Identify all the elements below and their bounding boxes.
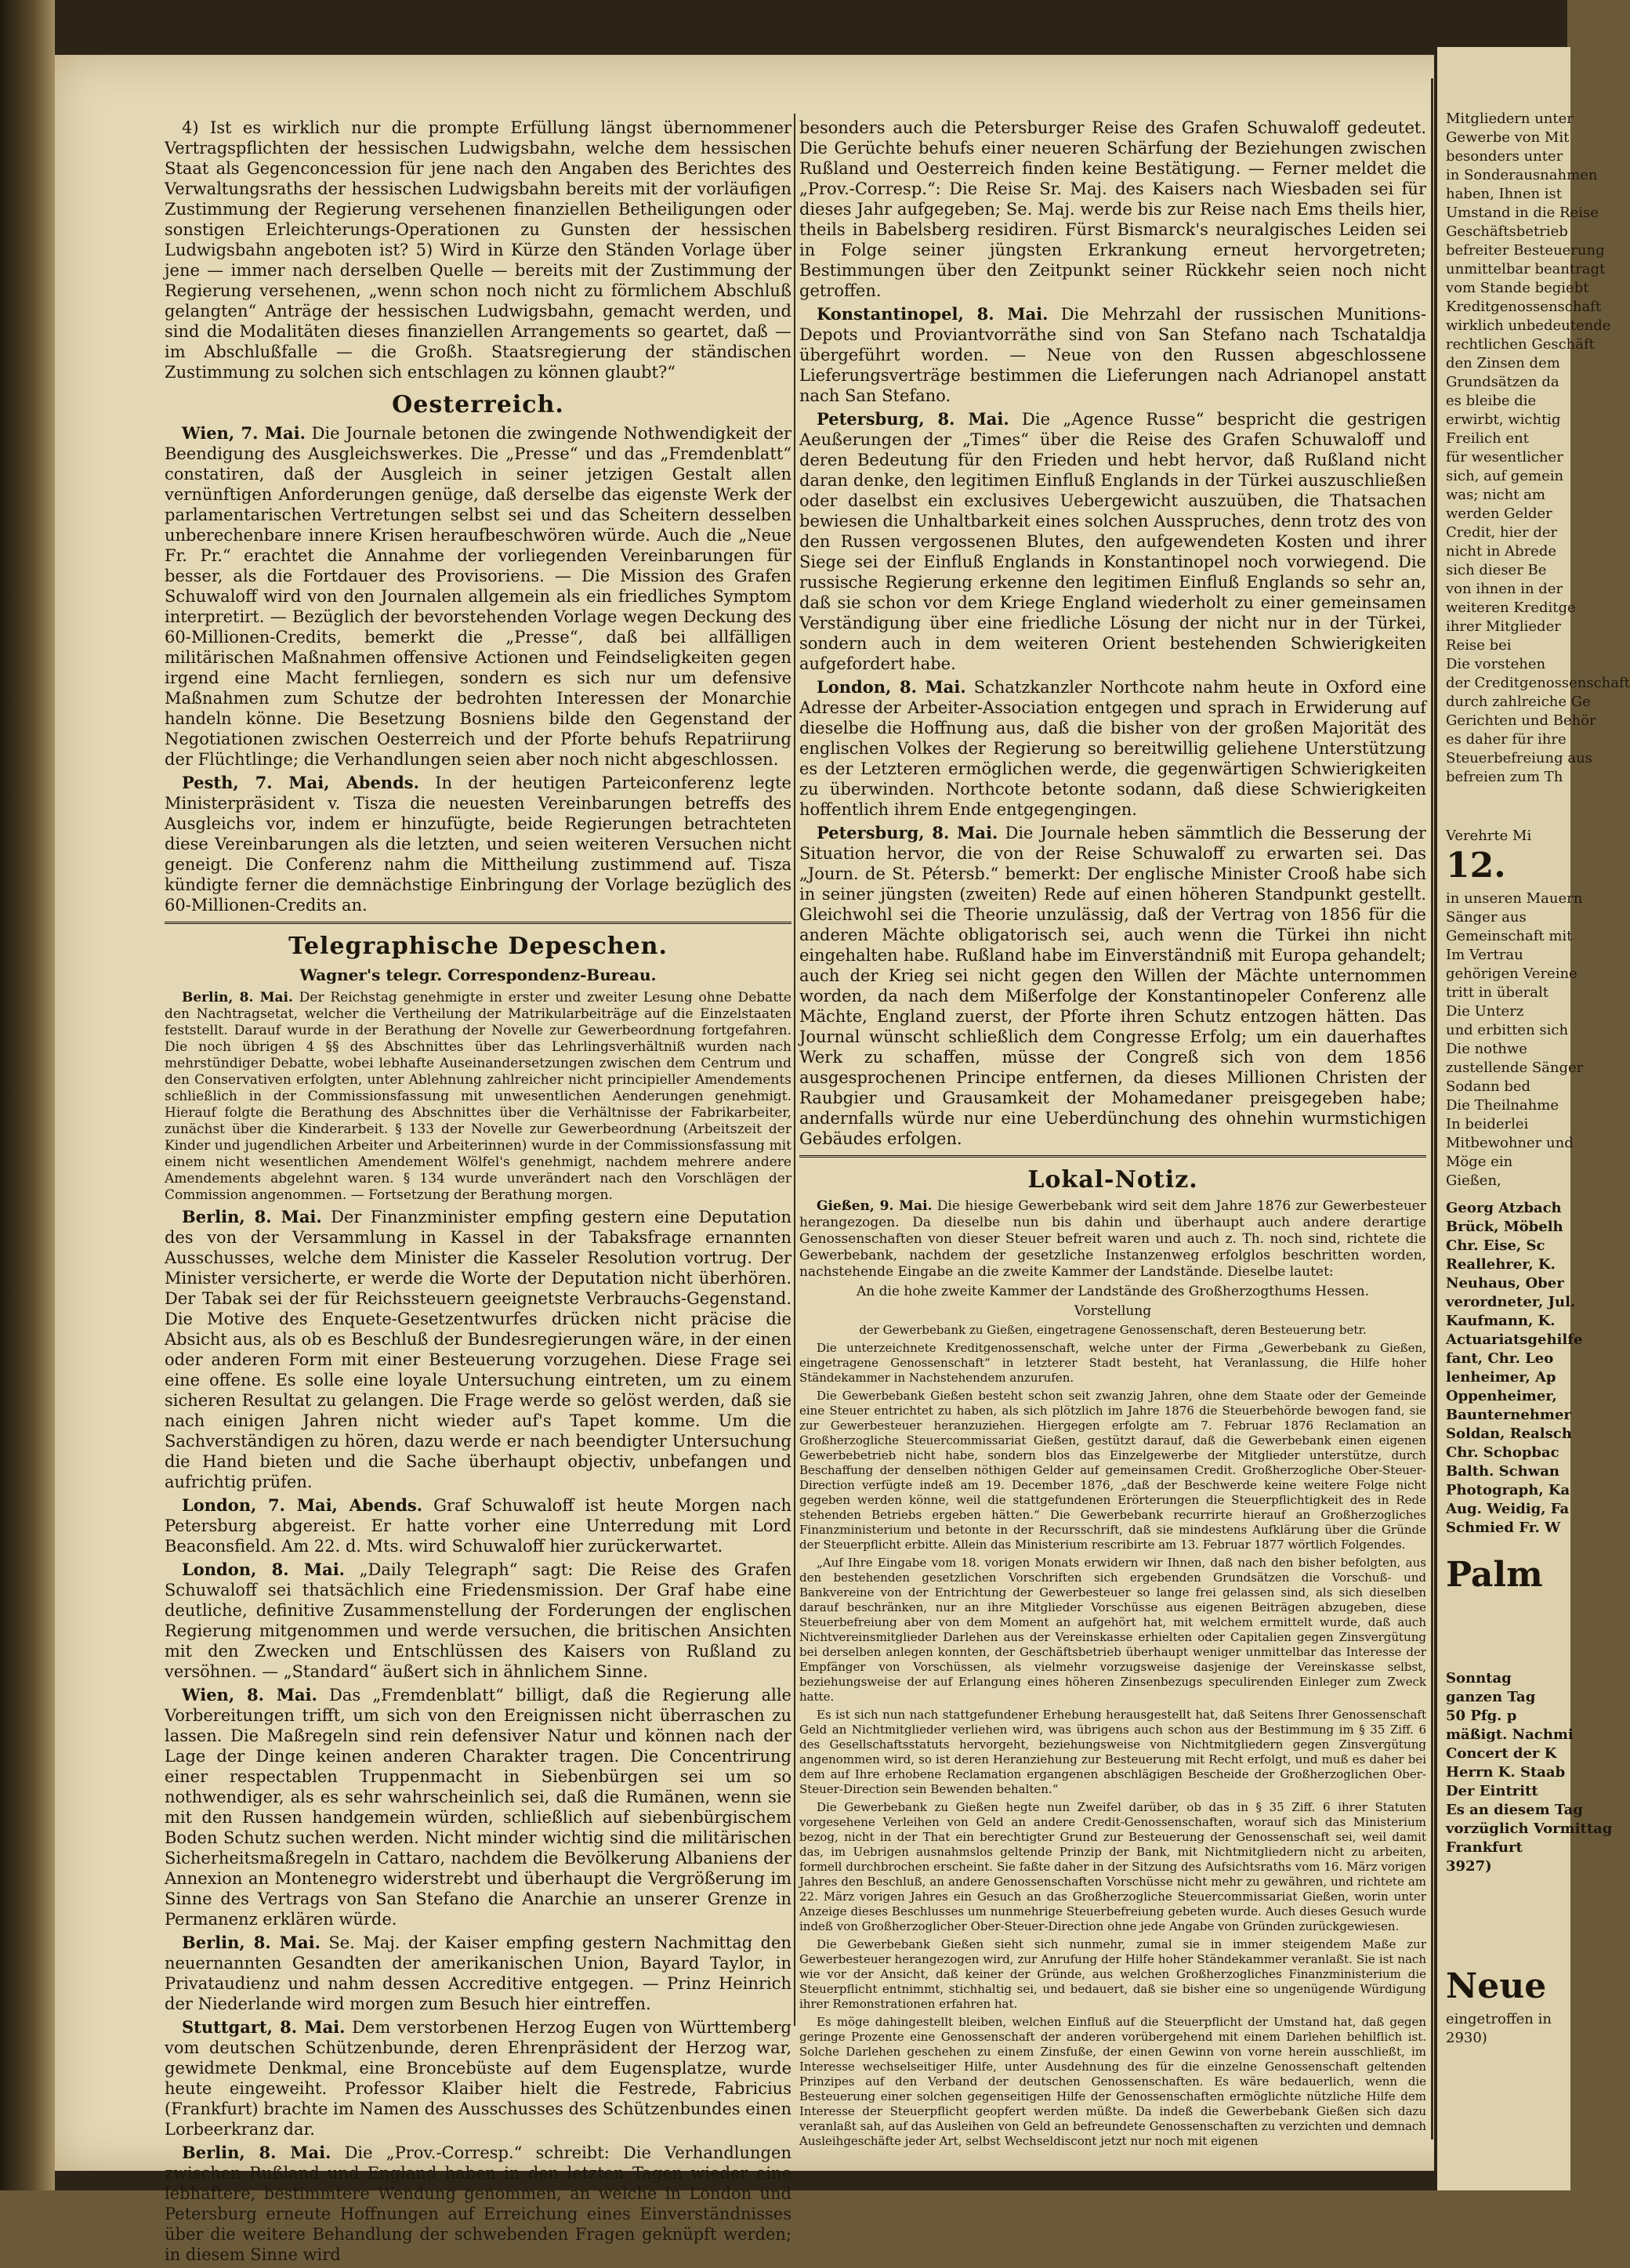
- edge-line: Concert der K: [1446, 1745, 1557, 1762]
- edge-line: verordneter, Jul.: [1446, 1294, 1576, 1310]
- book-binding: [0, 0, 55, 2190]
- dateline: London, 8. Mai.: [817, 677, 966, 697]
- edge-line: unmittelbar beantragt: [1446, 261, 1606, 277]
- edge-line: in unseren Mauern: [1446, 890, 1583, 907]
- article-text: Der Reichstag genehmigte in erster und zweiter Lesung ohne Debatte den Nachtragsetat, welcher die Vertheilung der Matrikularbeiträge auf die Einzelstaaten feststellt. Darauf wurde in der Berathung der Novelle zur Gewerbeordnung fortgefahren. Die noch übrigen 4 §§ des Abschnittes über das Lehrlingsverhältniß wurden nach mehrstündiger Debatte, wobei lebhafte Auseinandersetzungen zwischen dem Centrum und den Conservativen erfolgten, unter Ablehnung zahlreicher nicht principieller Amendements schließlich in der Commissionsfassung mit unwesentlichen Aenderungen genehmigt. Hierauf folgte die Berathung des Abschnittes über die Verhältnisse der Fabrikarbeiter, zunächst über die Kinderarbeit. § 133 der Novelle zur Gewerbeordnung (Arbeitszeit der Kinder und jugendlichen Arbeiter und Arbeiterinnen) wurde in der Commissionsfassung mit einem nicht wesentlichen Amendement Wölfel's genehmigt, nachdem mehrere andere Amendements abgelehnt waren. § 134 wurde unverändert nach den Vorschlägen der Commission angenommen. — Fortsetzung der Berathung morgen.: [165, 990, 791, 1203]
- edge-line: Im Vertrau: [1446, 947, 1523, 963]
- edge-line: Steuerbefreiung aus: [1446, 750, 1592, 766]
- column-right: [799, 118, 1426, 2152]
- news-giessen: [799, 1198, 1426, 1281]
- edge-line: In beiderlei: [1446, 1116, 1529, 1132]
- column-divider: [794, 114, 795, 2026]
- edge-number-12: 12.: [1446, 846, 1506, 886]
- edge-line: rechtlichen Geschäft: [1446, 336, 1595, 353]
- news-london-1: [165, 1495, 791, 1556]
- edge-line: haben, Ihnen ist: [1446, 186, 1563, 202]
- edge-line: Sänger aus: [1446, 909, 1527, 926]
- edge-line: besonders unter: [1446, 148, 1563, 165]
- petition-paragraph: Es möge dahingestellt bleiben, welchen Einfluß auf die Steuerpflicht der Umstand hat, daß gegen geringe Prozente eine Genossenschaft der anderen vorübergehend mit einem Darlehen behilflich ist. Solche Darlehen geschehen zu einem Zinsfuße, der einen Gewinn von vorne herein ausschließt, im Interesse wechselseitiger Hilfe, unter Ausdehnung des für die einzelne Genossenschaft geltenden Prinzipes auf den Verband der deutschen Genossenschaften. Es wäre bedauerlich, wenn die Besteuerung einer solchen gegenseitigen Hilfe der Genossenschaften ermöglichte nützliche Hilfe dem Interesse der Steuerpflicht geopfert werden müßte. Da indeß die Gewerbebank Gießen sich dazu veranlaßt sah, auf das Ausleihen von Geld an befreundete Genossenschaften zu verzichten und demnach Ausleihgeschäfte jeder Art, selbst Wechseldiscont jetzt nur noch mit eigenen: [799, 2015, 1426, 2148]
- edge-line: Sodann bed: [1446, 1078, 1531, 1095]
- article-text: Die Journale heben sämmtlich die Besserung der Situation hervor, die von der Reise Schuwaloff zu erwarten sei. Das „Journ. de St. Pétersb.“ bemerkt: Der englische Minister Crooß habe sich in seiner jüngsten (zweiten) Rede auf einen höheren Standpunkt gestellt. Gleichwohl sei die Theorie unzulässig, daß der Vertrag von 1856 für die anderen Mächte obligatorisch sei, auch wenn die Türkei ihn nicht eingehalten habe. Rußland habe im Einverständniß mit Europa gehandelt; auch der Krieg sei nicht gegen den Willen der Mächte unternommen worden, da nach dem Mißerfolge der Konstantinopeler Conferenz alle Mächte, England zuerst, der Pforte ihren Schutz entzogen hätten. Das Journal wünscht schließlich dem Congresse Erfolg; um ein dauerhaftes Werk zu schaffen, müsse der Congreß sich von dem 1856 ausgesprochenen Principe entfernen, da dieses Millionen Christen der Raubgier und Grausamkeit der Mohamedaner preisgegeben habe; andernfalls würde nur eine Ueberdünchung des ohnehin wurmstichigen Gebäudes erfolgen.: [799, 824, 1426, 1148]
- petition-paragraph: Die unterzeichnete Kreditgenossenschaft, welche unter der Firma „Gewerbebank zu Gießen, eingetragene Genossenschaft“ in letzterer Stadt besteht, hat Veranlassung, die Hilfe hoher Ständekammer in Nachstehendem anzurufen.: [799, 1341, 1426, 1385]
- edge-line: werden Gelder: [1446, 505, 1552, 522]
- edge-line: es bleibe die: [1446, 393, 1537, 409]
- edge-line: tritt in überalt: [1446, 984, 1548, 1001]
- article-text: Die Journale betonen die zwingende Nothwendigkeit der Beendigung des Ausgleichswerkes. Die „Presse“ und das „Fremdenblatt“ constatiren, daß der Ausgleich in seiner jetzigen Gestalt allen vernünftigen Anforderungen genüge, daß derselbe das eigenste Werk der parlamentarischen Vertretungen selbst sei und das Scheitern desselben unberechenbare innere Krisen heraufbeschwören würde. Auch die „Neue Fr. Pr.“ erachtet die Annahme der vorliegenden Vereinbarungen für besser, als die Fortdauer des Provisoriens. — Die Mission des Grafen Schuwaloff wird von den Journalen allgemein als ein friedliches Symptom interpretirt. — Bezüglich der bevorstehenden Vorlage wegen Deckung des 60-Millionen-Credits, bemerkt die „Presse“, daß bei allfälligen militärischen Maßnahmen offensive Actionen und Feindseligkeiten gegen irgend eine Macht fernliegen, sondern es sich nur um defensive Maßnahmen zum Schutze der bedrohten Interessen der Monarchie handeln könne. Die Besetzung Bosniens bilde den Gegenstand der Negotiationen zwischen Oesterreich und der Pforte behufs Repatriirung der Flüchtlinge; die Verhandlungen seien aber noch nicht abgeschlossen.: [165, 424, 791, 769]
- section-heading-telegrams: Telegraphische Depeschen.: [288, 933, 668, 960]
- edge-line: Mitgliedern unter: [1446, 111, 1574, 127]
- edge-column-top: [1446, 110, 1630, 787]
- news-petersburg-1: [799, 409, 1426, 674]
- petition-address: An die hohe zweite Kammer der Landstände des Großherzogthums Hessen.: [857, 1284, 1369, 1299]
- petition-paragraph: „Auf Ihre Eingabe vom 18. vorigen Monats erwidern wir Ihnen, daß nach den bisher befolgten, aus den bestehenden gesetzlichen Vorschriften sich ergebenden Grundsätzen die Vorschuß- und Bankvereine von der Entrichtung der Gewerbesteuer so lange frei gelassen sind, als sich dieselben darauf beschränken, nur an ihre Mitglieder Vorschüsse aus eigenen Beiträgen abzugeben, diese Steuerbefreiung aber von dem Moment an aufgehört hat, mit welchem ermittelt wurde, daß auch Nichtvereinsmitglieder Darlehen aus der Vereinskasse erhielten oder Capitalien gegen Zinsvergütung bei derselben anlegen konnten, der Geschäftsbetrieb überhaupt weniger unmittelbar das Interesse der Empfänger von Vorschüssen, als vielmehr vorzugsweise dasjenige der Vereinskasse selbst, beziehungsweise der auf Erlangung eines höheren Zinsenbezugs speculirenden Einleger zum Zweck hatte.: [799, 1556, 1426, 1704]
- news-berlin-2: [165, 1207, 791, 1492]
- petition-paragraph: Die Gewerbebank Gießen sieht sich nunmehr, zumal sie in immer steigendem Maße zur Gewerbesteuer herangezogen wird, zur Anrufung der Hilfe hoher Ständekammer veranlaßt. Sie ist nach wie vor der Ansicht, daß keiner der Gründe, aus welchen Großherzogliches Finanzministerium die Steuerpflicht entnimmt, stichhaltig sei, und bedauert, daß sie bisher eine so ungenügende Würdigung ihrer Remonstrationen erfahren hat.: [799, 1937, 1426, 2011]
- dateline: Berlin, 8. Mai.: [182, 1207, 322, 1226]
- dateline: Wien, 8. Mai.: [182, 1685, 317, 1705]
- edge-line: vom Stande begiebt: [1446, 280, 1589, 296]
- edge-line: Mitbewohner und: [1446, 1135, 1574, 1151]
- divider: [165, 922, 791, 924]
- edge-line: Actuariatsgehilfe: [1446, 1331, 1583, 1348]
- edge-names-list: [1446, 1199, 1583, 1538]
- edge-line: Die nothwe: [1446, 1041, 1527, 1057]
- edge-line: es daher für ihre: [1446, 731, 1567, 748]
- page-gutter-line: [1431, 78, 1433, 2139]
- article-text: Die „Prov.-Corresp.“ schreibt: Die Verhandlungen zwischen Rußland und England haben in den letzten Tagen wieder eine lebhaftere, bestimmtere Wendung genommen, an welche in London und Petersburg erneute Hoffnungen auf Erreichung eines Einverständnisses über die weitere Behandlung der schwebenden Fragen geknüpft werden; in diesem Sinne wird: [165, 2143, 791, 2264]
- article-text: Se. Maj. der Kaiser empfing gestern Nachmittag den neuernannten Gesandten der amerikanischen Union, Bayard Taylor, in Privataudienz und nahm dessen Accreditive entgegen. — Prinz Heinrich der Niederlande wird morgen zum Besuch hier eintreffen.: [165, 1933, 791, 2013]
- edge-line: Herrn K. Staab: [1446, 1764, 1566, 1781]
- edge-line: fant, Chr. Leo: [1446, 1350, 1554, 1367]
- edge-line: ganzen Tag: [1446, 1689, 1536, 1705]
- edge-line: der Creditgenossenschaft: [1446, 675, 1630, 691]
- dateline: Petersburg, 8. Mai.: [817, 409, 1009, 429]
- dateline: Berlin, 8. Mai.: [182, 1933, 321, 1952]
- section-heading-oesterreich: Oesterreich.: [392, 391, 564, 418]
- edge-column-middle: [1446, 889, 1584, 1190]
- edge-line: Gemeinschaft mit: [1446, 928, 1573, 944]
- edge-palm: Palm: [1446, 1555, 1543, 1595]
- edge-line: Georg Atzbach: [1446, 1200, 1562, 1216]
- edge-line: befreien zum Th: [1446, 769, 1563, 785]
- edge-line: Sonntag: [1446, 1670, 1512, 1687]
- news-london-3: [799, 677, 1426, 820]
- edge-line: Kaufmann, K.: [1446, 1313, 1556, 1329]
- article-text: Dem verstorbenen Herzog Eugen von Württemberg vom deutschen Schützenbunde, deren Ehrenpräsident der Herzog war, gewidmete Denkmal, eine Broncebüste auf dem Eugensplatze, wurde heute eingeweiht. Professor Klaiber hielt die Festrede, Fabricius (Frankfurt) brachte im Namen des Ausschusses des Schützenbundes einen Lorbeerkranz dar.: [165, 2018, 792, 2139]
- dateline: Gießen, 9. Mai.: [817, 1198, 933, 1214]
- edge-line: gehörigen Vereine: [1446, 966, 1577, 982]
- edge-line: lenheimer, Ap: [1446, 1369, 1556, 1386]
- edge-line: weiteren Kreditge: [1446, 600, 1576, 616]
- edge-line: Der Eintritt: [1446, 1783, 1538, 1799]
- telegram-source: Wagner's telegr. Correspondenz-Bureau.: [299, 966, 657, 984]
- dateline: London, 8. Mai.: [182, 1560, 345, 1579]
- edge-line: Photograph, Ka: [1446, 1482, 1570, 1498]
- edge-line: zustellende Sänger: [1446, 1060, 1584, 1076]
- edge-line: für wesentlicher: [1446, 449, 1563, 466]
- section-heading-lokal: Lokal-Notiz.: [1027, 1166, 1198, 1194]
- edge-line: Die Theilnahme: [1446, 1097, 1559, 1114]
- petition-subtitle: der Gewerbebank zu Gießen, eingetragene Genossenschaft, deren Besteuerung betr.: [859, 1323, 1367, 1337]
- edge-verehrte: Verehrte Mi: [1446, 828, 1532, 844]
- edge-line: nicht in Abrede: [1446, 543, 1557, 560]
- edge-line: Grundsätzen da: [1446, 374, 1559, 390]
- edge-line: Umstand in die Reise: [1446, 205, 1599, 221]
- petition-paragraph: Die Gewerbebank Gießen besteht schon seit zwanzig Jahren, ohne dem Staate oder der Gemeinde eine Steuer entrichtet zu haben, als sich plötzlich im Jahre 1876 die Steuerbehörde bewogen fand, sie zur Gewerbesteuer heranzuziehen. Hiergegen erfolgte am 7. Februar 1876 Reclamation an Großherzogliche Steuercommissariat Gießen, gestützt darauf, daß die Gewerbebank einen eigenen Gewerbebetrieb nicht habe, sondern blos das Einzelgewerbe der Mitglieder unterstütze, durch Beschaffung der denselben nöthigen Gelder auf gemeinsamen Credit. Großherzogliche Ober-Steuer-Direction verfügte indeß am 19. December 1876, „daß der Beschwerde keine weitere Folge nicht gegeben werden könne, weil die stattgefundenen Erörterungen die Steuerpflichtigkeit des in Rede stehenden Betriebs ergeben hätten.“ Die Gewerbebank recurrirte hierauf an Großherzogliches Finanzministerium und betonte in der Recursschrift, daß sie mindestens Aufklärung über die Gründe der Steuerpflicht erbitte. Allein das Ministerium rescribirte am 13. Februar 1877 wörtlich Folgendes.: [799, 1389, 1426, 1552]
- edge-line: Gießen,: [1446, 1172, 1501, 1189]
- edge-line: Oppenheimer,: [1446, 1388, 1557, 1404]
- dateline: Wien, 7. Mai.: [182, 423, 306, 443]
- edge-line: Neuhaus, Ober: [1446, 1275, 1564, 1292]
- petition-paragraph: Die Gewerbebank zu Gießen hegte nun Zweifel darüber, ob das in § 35 Ziff. 6 ihrer Statuten vorgesehene Verleihen von Geld an andere Credit-Genossenschaften, worauf sich das Ministerium bezog, nicht in der That ein berechtigter Grund zur Besteuerung der Genossenschaft sei, weil damit das, im Uebrigen ausnahmslos geltende Prinzip der Bank, mit Nichtmitgliedern nicht zu arbeiten, formell durchbrochen erscheint. Sie faßte daher in der Sitzung des Aufsichtsraths vom 16. März vorigen Jahres den Beschluß, an andere Genossenschaften Vorschüsse nicht mehr zu gewähren, und richtete am 22. März vorigen Jahres ein Gesuch an das Großherzogliche Steuercommissariat Gießen, worin unter Anzeige dieses Beschlusses um nunmehrige Steuerbefreiung gebeten wurde. Auch dieses Gesuch wurde indeß von Großherzoglicher Ober-Steuer-Direction ohne jede Angabe von Gründen zurückgewiesen.: [799, 1800, 1426, 1933]
- dateline: Petersburg, 8. Mai.: [817, 823, 998, 842]
- edge-line: Credit, hier der: [1446, 524, 1558, 541]
- divider: [799, 1155, 1426, 1158]
- article-text: Die „Agence Russe“ bespricht die gestrigen Aeußerungen der „Times“ über die Reise des Grafen Schuwaloff und deren Bedeutung für den Frieden und hebt hervor, daß Rußland nicht daran denke, den legitimen Einfluß Englands in der Türkei auszuschließen oder daselbst ein exclusives Uebergewicht auszuüben, die Thatsachen bewiesen die Unhaltbarkeit eines solchen Ausspruches, denn trotz des von den Russen vergossenen Blutes, den aufgewendeten Kosten und ihrer Siege sei der Einfluß Englands in Konstantinopel noch vorwiegend. Die russische Regierung erkenne den legitimen Einfluß Englands so sehr an, daß sie schon vor dem Kriege England wiederholt zu einer gemeinsamen Verständigung über eine friedliche Lösung der nicht nur in der Türkei, sondern auch in dem weiteren Orient bestehenden Schwierigkeiten aufgefordert habe.: [799, 410, 1427, 673]
- edge-line: sich, auf gemein: [1446, 468, 1564, 484]
- question-paragraph: 4) Ist es wirklich nur die prompte Erfüllung längst übernommener Vertragspflichten der hessischen Ludwigsbahn, welche dem hessischen Staat als Gegenconcession für jene nach den Angaben des Berichtes des Verwaltungsraths der hessischen Ludwigsbahn bereits mit der vorläufigen Zustimmung der Regierung versehenen finanziellen Betheiligungen oder sonstigen Erleichterungs-Operationen zu Gunsten der hessischen Ludwigsbahn angeboten ist? 5) Wird in Kürze den Ständen Vorlage über jene — immer nach derselben Quelle — bereits mit der Zustimmung der Regierung versehenen, „wenn schon noch nicht zu förmlichem Abschluß gelangten“ Anträge der hessischen Ludwigsbahn, gemacht werden, und sind die Modalitäten dieses finanziellen Arrangements so geartet, daß — im Abschlußfalle — die Großh. Staatsregierung der ständischen Zustimmung zu solchen sich entschlagen zu können glaubt?“: [165, 118, 791, 382]
- dateline: Konstantinopel, 8. Mai.: [817, 304, 1049, 324]
- edge-line: ihrer Mitglieder: [1446, 618, 1561, 635]
- edge-line: Aug. Weidig, Fa: [1446, 1501, 1570, 1517]
- edge-line: Reallehrer, K.: [1446, 1256, 1556, 1273]
- dateline: Stuttgart, 8. Mai.: [182, 2017, 346, 2037]
- edge-line: Freilich ent: [1446, 430, 1529, 447]
- edge-line: Gewerbe von Mit: [1446, 129, 1570, 146]
- edge-line: befreiter Besteuerung: [1446, 242, 1605, 259]
- edge-line: Schmied Fr. W: [1446, 1520, 1561, 1536]
- edge-line: Reise bei: [1446, 637, 1512, 654]
- edge-line: Die vorstehen: [1446, 656, 1546, 672]
- dateline: Berlin, 8. Mai.: [182, 990, 293, 1005]
- edge-column-bottom: [1446, 1669, 1613, 1876]
- dateline: Berlin, 8. Mai.: [182, 2143, 331, 2162]
- edge-line: und erbitten sich: [1446, 1022, 1569, 1038]
- column-left: [165, 118, 791, 2268]
- edge-line: Geschäftsbetrieb: [1446, 223, 1568, 240]
- edge-line: Chr. Schopbac: [1446, 1444, 1559, 1461]
- edge-line: mäßigt. Nachmi: [1446, 1726, 1574, 1743]
- petition-title: Vorstellung: [1074, 1303, 1152, 1319]
- article-text: Das „Fremdenblatt“ billigt, daß die Regierung alle Vorbereitungen trifft, um sich von den Ereignissen nicht überraschen zu lassen. Die Maßregeln sind rein defensiver Natur und können nach der Lage der Dinge keinen anderen Charakter tragen. Die Concentrirung einer respectablen Truppenmacht in Siebenbürgen sei um so nothwendiger, als es sehr wahrscheinlich sei, daß die Rumänen, wenn sie mit den Russen handgemein würden, schließlich auf siebenbürgischem Boden Schutz suchen werden. Nicht minder wichtig sind die militärischen Sicherheitsmaßregeln in Cattaro, nachdem die Bevölkerung Albaniens der Annexion an Montenegro widerstrebt und überhaupt die Vergrößerung im Sinne des Vertrags von San Stefano die Anarchie an unserer Grenze in Permanenz erklären würde.: [165, 1686, 791, 1929]
- edge-line: von ihnen in der: [1446, 581, 1563, 597]
- article-text: Schatzkanzler Northcote nahm heute in Oxford eine Adresse der Arbeiter-Association entgegen und sprach in Erwiderung auf dieselbe die Hoffnung aus, daß die bisher von der großen Majorität des englischen Volkes der Regierung so bereitwillig geliehene Unterstützung es der Letzteren ermöglichen werde, die gegenwärtigen Schwierigkeiten zu überwinden. Northcote betonte sodann, daß diese Schwierigkeiten hoffentlich ihrem Ende entgegengingen.: [799, 678, 1426, 819]
- dateline: London, 7. Mai, Abends.: [182, 1495, 423, 1515]
- edge-line: 50 Pfg. p: [1446, 1708, 1517, 1724]
- edge-line: Baunternehmer: [1446, 1407, 1571, 1423]
- edge-line: was; nicht am: [1446, 487, 1545, 503]
- edge-line: Chr. Eise, Sc: [1446, 1237, 1545, 1254]
- article-text: „Daily Telegraph“ sagt: Die Reise des Grafen Schuwaloff sei thatsächlich eine Friedensmission. Der Graf habe eine deutliche, definitive Zusammenstellung der Forderungen der englischen Regierung mitgenommen und werde versuchen, die britischen Ansichten mit den Zwecken und Entschlüssen des Kaisers von Rußland zu versöhnen. — „Standard“ äußert sich in ähnlichem Sinne.: [165, 1560, 791, 1681]
- edge-line: Brück, Möbelh: [1446, 1219, 1563, 1235]
- news-london-2: [165, 1560, 791, 1682]
- edge-line: durch zahlreiche Ge: [1446, 694, 1591, 710]
- news-berlin-1: [165, 990, 791, 1204]
- continuation-paragraph: besonders auch die Petersburger Reise des Grafen Schuwaloff gedeutet. Die Gerüchte behufs einer neueren Schärfung der Beziehungen zwischen Rußland und Oesterreich finden keine Bestätigung. — Ferner meldet die „Prov.-Corresp.“: Die Reise Sr. Maj. des Kaisers nach Wiesbaden sei für dieses Jahr aufgegeben; Se. Maj. werde bis zur Reise nach Ems theils hier, theils in Babelsberg residiren. Fürst Bismarck's neuralgisches Leiden sei in Folge seiner jüngsten Erkrankung erneut hervorgetreten; Bestimmungen über den Zeitpunkt seiner Rückkehr seien noch nicht getroffen.: [799, 118, 1426, 300]
- edge-line: wirklich unbedeutende: [1446, 317, 1611, 334]
- petition-paragraph: Es ist sich nun nach stattgefundener Erhebung herausgestellt hat, daß Seitens Ihrer Genossenschaft Geld an Nichtmitglieder verliehen wird, was übrigens auch schon aus der Bestimmung im § 35 Ziff. 6 des Gesellschaftsstatuts hervorgeht, beziehungsweise von Nichtmitgliedern gegen Zinsvergütung angenommen wird, so ist deren Heranziehung zur Besteuerung mit Recht erfolgt, und muß es daher bei dem auf Ihre erhobene Reclamation ergangenen abschlägigen Bescheide der Großherzoglichen Ober-Steuer-Direction sein Bewenden behalten.“: [799, 1708, 1426, 1796]
- edge-line: Möge ein: [1446, 1154, 1513, 1170]
- edge-line: 3927): [1446, 1858, 1492, 1875]
- dateline: Pesth, 7. Mai, Abends.: [182, 773, 419, 792]
- edge-line: erwirbt, wichtig: [1446, 411, 1561, 428]
- edge-line: Es an diesem Tag: [1446, 1802, 1583, 1818]
- article-text: Graf Schuwaloff ist heute Morgen nach Petersburg abgereist. Er hatte vorher eine Unterredung mit Lord Beaconsfield. Am 22. d. Mts. wird Schuwaloff hier zurückerwartet.: [165, 1496, 791, 1556]
- news-wien: [165, 423, 791, 770]
- edge-line: Soldan, Realsch: [1446, 1426, 1572, 1442]
- news-petersburg-2: [799, 823, 1426, 1149]
- edge-neue: Neue: [1446, 1966, 1547, 2006]
- edge-line: vorzüglich Vormittag: [1446, 1821, 1613, 1837]
- news-pesth: [165, 773, 791, 915]
- news-berlin-3: [165, 1933, 791, 2014]
- news-stuttgart: [165, 2017, 791, 2139]
- edge-line: eingetroffen in: [1446, 2011, 1552, 2027]
- news-berlin-4: [165, 2143, 791, 2265]
- edge-line: Balth. Schwan: [1446, 1463, 1559, 1480]
- edge-line: in Sonderausnahmen: [1446, 167, 1598, 183]
- edge-line: Gerichten und Behör: [1446, 712, 1596, 729]
- article-text: Die hiesige Gewerbebank wird seit dem Jahre 1876 zur Gewerbesteuer herangezogen. Da dieselbe nun bis dahin und überhaupt auch andere derartige Genossenschaften von dieser Steuer befreit waren und auch z. Th. noch sind, richtete die Gewerbebank, nachdem der gesetzliche Instanzenweg erfolglos beschritten worden, nachstehende Eingabe an die zweite Kammer der Landstände. Dieselbe lautet:: [799, 1198, 1426, 1280]
- edge-line: den Zinsen dem: [1446, 355, 1560, 371]
- article-text: In der heutigen Parteiconferenz legte Ministerpräsident v. Tisza die neuesten Vereinbarungen betreffs des Ausgleichs vor, indem er hinzufügte, beide Regierungen betrachteten diese Vereinbarungen als die letzten, und seien weiteren Versuchen nicht geneigt. Die Conferenz nahm die Mittheilung zustimmend auf. Tisza kündigte ferner die demnächstige Einbringung der Vorlage bezüglich des 60-Millionen-Credits an.: [165, 774, 791, 915]
- news-wien-2: [165, 1685, 791, 1929]
- edge-line: 2930): [1446, 2030, 1487, 2046]
- edge-line: Frankfurt: [1446, 1839, 1523, 1856]
- edge-line: Die Unterz: [1446, 1003, 1524, 1020]
- edge-line: Kreditgenossenschaft: [1446, 299, 1602, 315]
- edge-line: sich dieser Be: [1446, 562, 1547, 578]
- article-text: Die Mehrzahl der russischen Munitions-Depots und Proviantvorräthe sind von San Stefano nach Tschataldja übergeführt worden. — Neue von den Russen abgeschlossene Lieferungsverträge bestimmen die Lieferungen nach Adrianopel anstatt nach San Stefano.: [799, 305, 1426, 405]
- article-text: Der Finanzminister empfing gestern eine Deputation des von der Versammlung in Kassel in der Tabaksfrage ernannten Ausschusses, welche dem Minister die Kasseler Resolution vortrug. Der Minister versicherte, er werde die Worte der Deputation nicht überhören. Der Tabak sei der für Reichssteuern geeignetste Verbrauchs-Gegenstand. Die Motive des Enquete-Gesetzentwurfes drücken nicht präcise die Absicht aus, als ob es Beschluß der Bundesregierungen wäre, in der einen oder anderen Form mit einer Besteuerung vorzugehen. Diese Frage sei eine offene. Es solle eine loyale Untersuchung eintreten, um zu einem sicheren Resultat zu gelangen. Die Frage werde so gelöst werden, daß sie nach einigen Jahren nicht wieder auf's Tapet komme. Um die Sachverständigen zu hören, dazu werde er nach beendigter Untersuchung die Hand bieten und die Sache überhaupt objectiv, unbefangen und aufrichtig prüfen.: [165, 1208, 791, 1491]
- news-konstantinopel: [799, 304, 1426, 406]
- edge-column-end: [1446, 2010, 1563, 2048]
